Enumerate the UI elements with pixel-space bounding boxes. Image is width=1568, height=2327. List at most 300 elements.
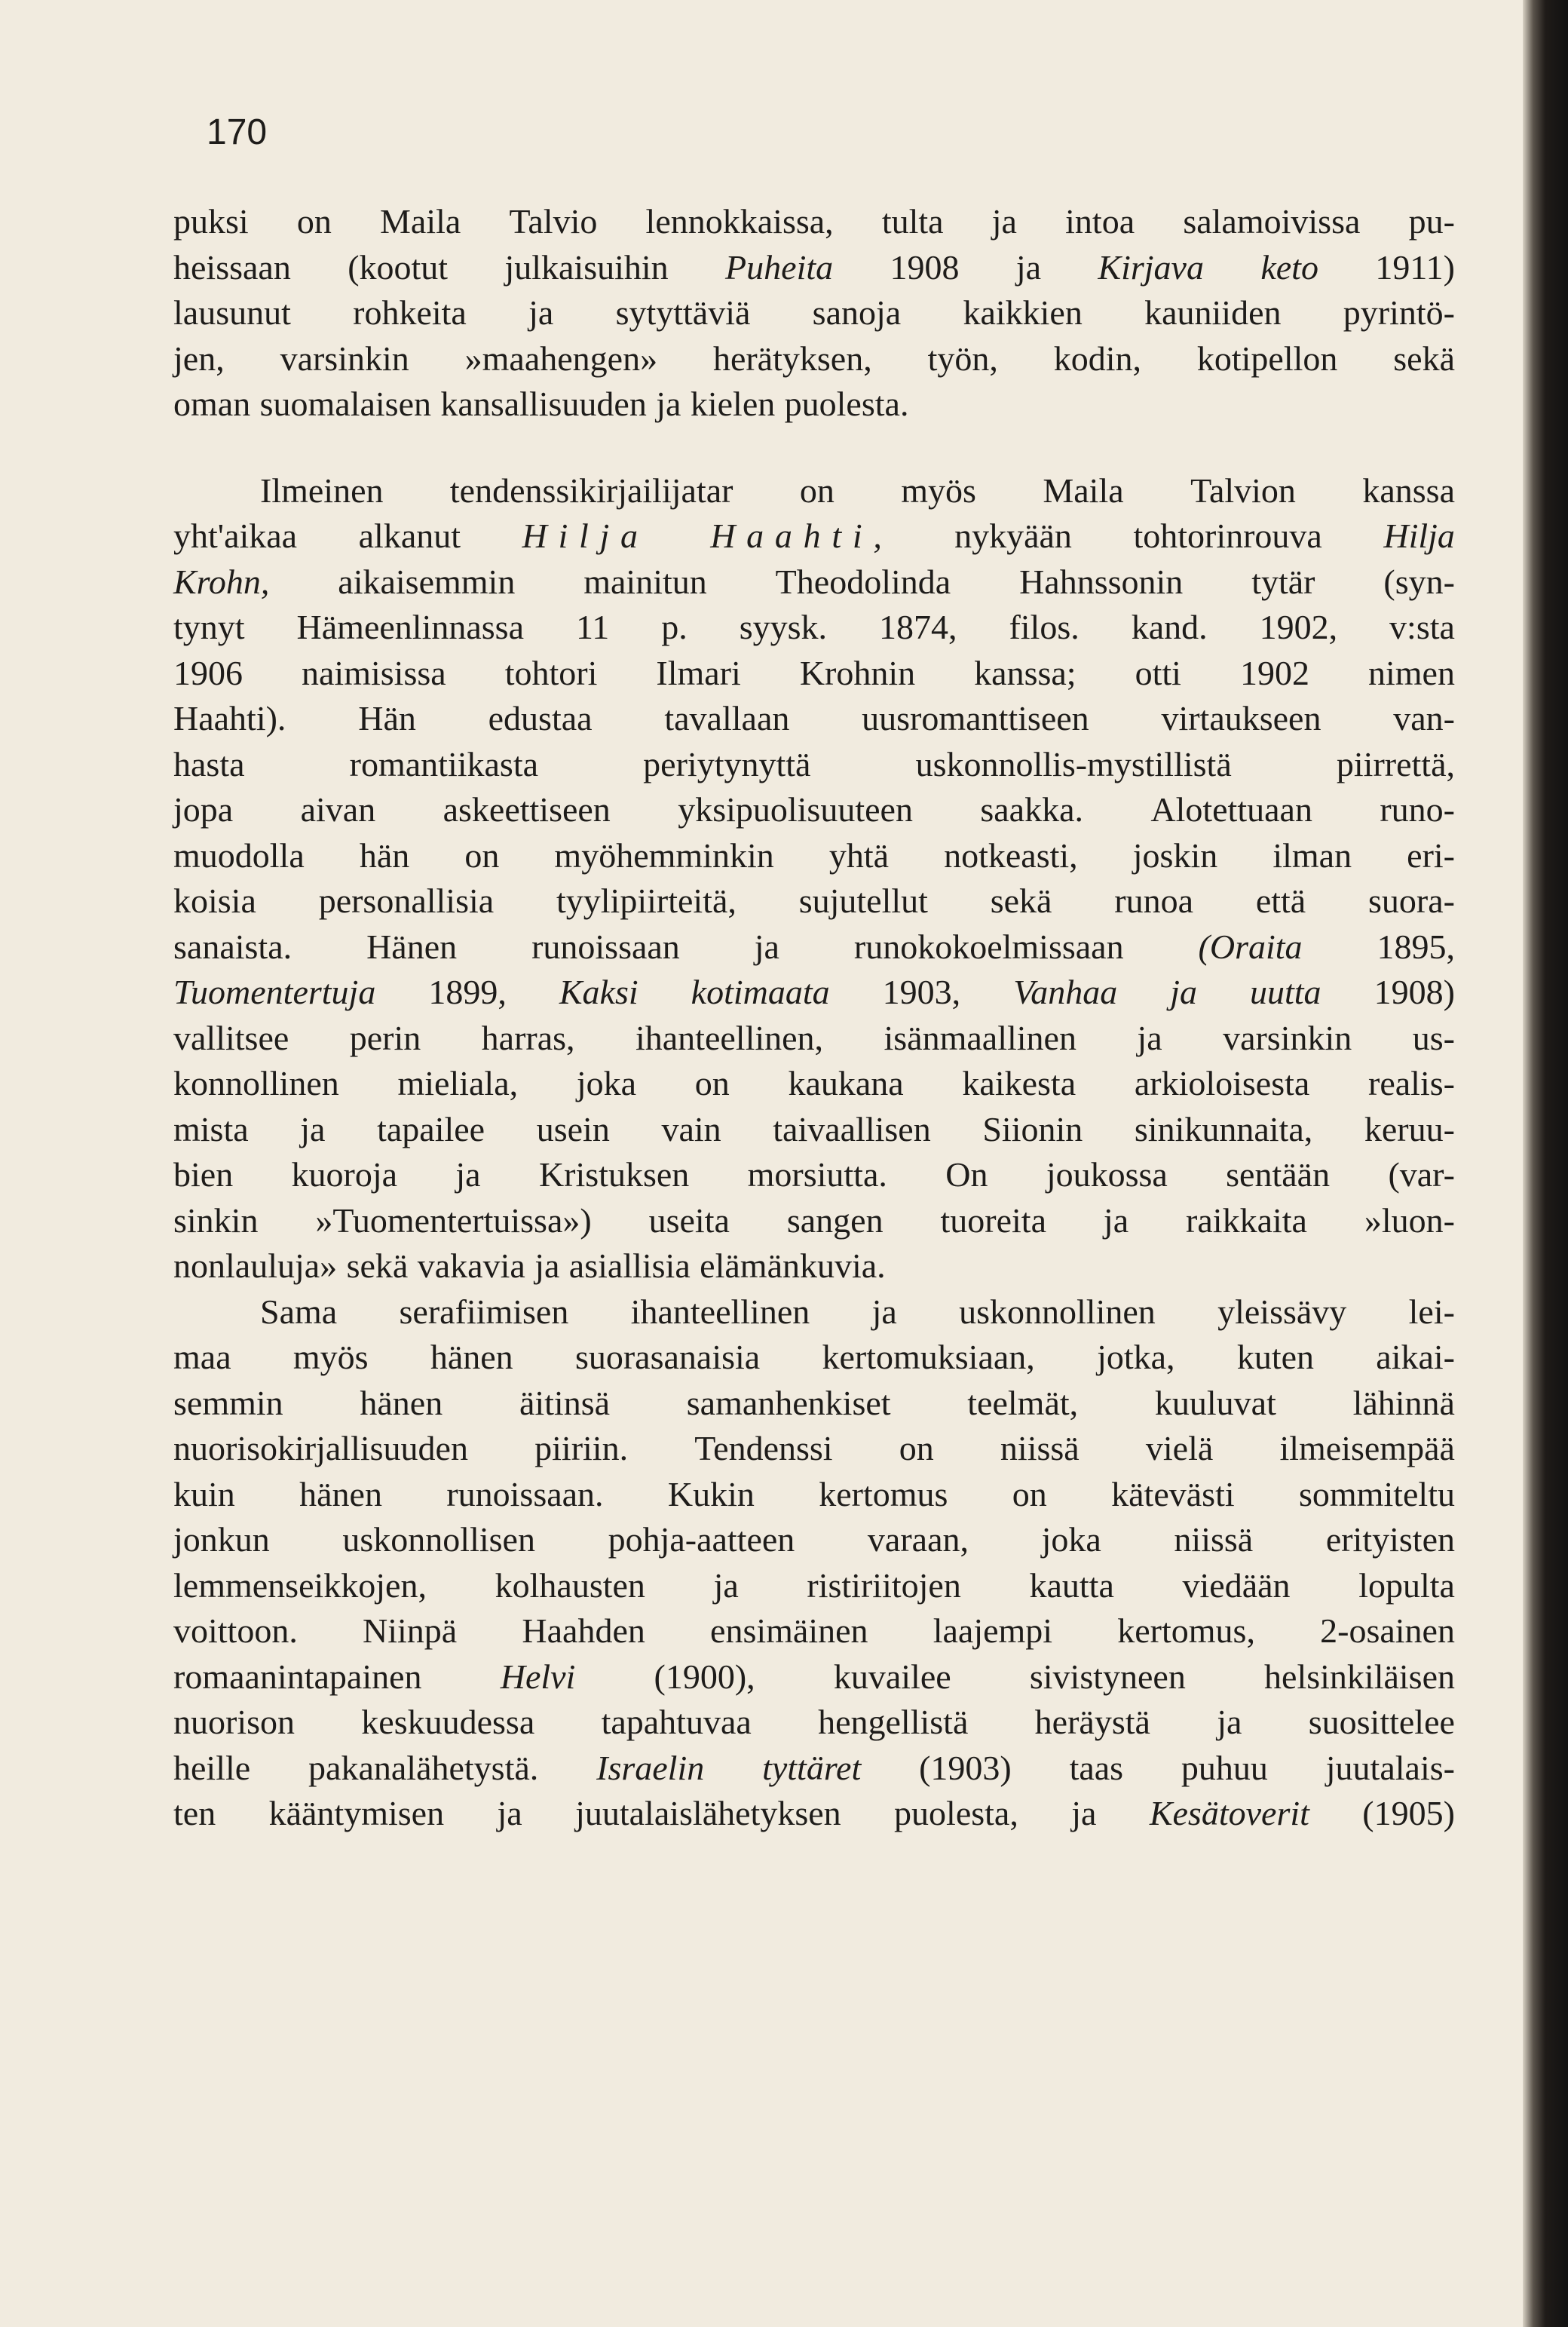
word: tynyt (173, 608, 245, 646)
word: tendenssikirjailijatar (449, 471, 733, 510)
word: Sama (260, 1292, 338, 1331)
text-line (173, 696, 1455, 742)
word: ja (455, 1155, 481, 1194)
word: julkaisuihin (504, 247, 669, 287)
word: ja (534, 1246, 560, 1285)
word: ja (1217, 1703, 1242, 1741)
word: suosittelee (1308, 1703, 1455, 1741)
word: nuorisokirjallisuuden (173, 1429, 468, 1467)
text-line (173, 199, 1455, 245)
word: hän (359, 835, 410, 875)
word: »luon- (1364, 1200, 1455, 1240)
word: Ilmeinen (260, 471, 384, 510)
word: sekä (990, 881, 1052, 920)
word: on (694, 1064, 730, 1102)
word: piiriin. (534, 1429, 629, 1467)
word: sentään (1226, 1155, 1331, 1194)
word: »Tuomentertuissa») (315, 1200, 592, 1240)
word: kielen (690, 385, 776, 423)
word: lei- (1408, 1292, 1455, 1331)
word: tapailee (377, 1109, 485, 1148)
word: hänen (299, 1474, 382, 1513)
word: ristiriitojen (807, 1565, 961, 1605)
word: vielä (1145, 1429, 1214, 1467)
word: kauniiden (1144, 293, 1282, 332)
word: uskonnollisen (342, 1520, 535, 1559)
word: Hämeenlinnassa (296, 608, 524, 646)
text-line (173, 1654, 1455, 1700)
word: juutalais- (1325, 1748, 1455, 1787)
paragraph-gap (173, 428, 1455, 468)
word: notkeasti, (944, 835, 1078, 875)
word: ja (528, 293, 554, 332)
word: Puheita (725, 247, 834, 287)
word: on (899, 1429, 934, 1467)
word: Hänen (366, 927, 458, 966)
word: ja (656, 385, 681, 423)
word: hänen (360, 1383, 443, 1422)
word: nimen (1367, 653, 1455, 692)
text-line (173, 1289, 1455, 1335)
text-line (173, 1198, 1455, 1244)
word: Niinpä (363, 1611, 458, 1650)
text-line (173, 651, 1455, 697)
text-line (173, 1746, 1455, 1792)
word: jonkun (173, 1520, 270, 1559)
word: morsiutta. (747, 1155, 887, 1194)
word: otti (1135, 653, 1181, 692)
word: Kirjava (1098, 247, 1204, 287)
word: tohtorinrouva (1133, 517, 1322, 555)
word: nykyään (954, 517, 1072, 555)
word: Vanhaa (1013, 973, 1118, 1011)
word: aikaisemmin (338, 562, 516, 601)
text-line (173, 924, 1455, 970)
word: tapahtuvaa (601, 1703, 752, 1741)
word: että (1255, 881, 1306, 920)
word: konnollinen (173, 1064, 339, 1102)
word: heille (173, 1748, 251, 1787)
word: Hahnssonin (1019, 562, 1184, 601)
word: runoissaan (531, 927, 680, 966)
word: on (799, 471, 835, 510)
word: pohja-aatteen (608, 1520, 795, 1559)
word: 1902 (1239, 653, 1309, 692)
word: heissaan (173, 247, 291, 287)
word: ja (1071, 1794, 1097, 1832)
word: ilman (1272, 835, 1352, 875)
word: koisia (173, 881, 256, 920)
word: erityisten (1325, 1520, 1455, 1559)
word: intoa (1065, 202, 1135, 241)
word: (kootut (348, 247, 449, 287)
word: puksi (173, 202, 249, 241)
text-line (173, 290, 1455, 336)
word: 1906 (173, 653, 243, 692)
word: sekä (1393, 339, 1455, 378)
word: sujutellut (798, 881, 928, 920)
word: ja (497, 1794, 522, 1832)
word: suora- (1368, 881, 1455, 920)
word: us- (1412, 1018, 1455, 1057)
word: puolesta, (894, 1794, 1018, 1832)
word: kand. (1131, 608, 1208, 646)
word: on (464, 835, 500, 875)
word: heräystä (1034, 1703, 1150, 1741)
word: ja (1137, 1018, 1162, 1057)
word: Haahti). (173, 699, 286, 737)
word: (1903) (919, 1748, 1012, 1787)
word: ten (173, 1794, 216, 1832)
word: mista (173, 1109, 249, 1148)
word: sytyttäviä (615, 293, 751, 332)
word: »maahengen» (464, 339, 658, 378)
text-line (173, 560, 1455, 606)
text-line (173, 1426, 1455, 1472)
word: pu- (1408, 202, 1455, 241)
word: Maila (1043, 471, 1124, 510)
text-line (173, 1791, 1455, 1837)
word: tyylipiirteitä, (556, 881, 737, 920)
text-line (173, 1107, 1455, 1153)
word: 11 (575, 608, 610, 646)
word: Tendenssi (694, 1429, 833, 1467)
word: v:sta (1389, 608, 1455, 646)
word: ja (1170, 973, 1197, 1011)
word: Kesätoverit (1149, 1794, 1309, 1832)
word: Hilja (1383, 517, 1455, 555)
word: Alotettuaan (1150, 790, 1312, 829)
word: tuoreita (940, 1200, 1046, 1240)
word: tulta (881, 202, 944, 241)
word: suorasanaisia (574, 1338, 761, 1376)
word: Theodolinda (775, 562, 951, 601)
word: oman (173, 385, 251, 423)
word: arkioloisesta (1134, 1064, 1310, 1102)
word: ja (754, 927, 779, 966)
word: varsinkin (1223, 1018, 1352, 1057)
word: isänmaallinen (884, 1018, 1076, 1057)
word: kuten (1236, 1338, 1315, 1376)
word: varsinkin (280, 339, 409, 378)
text-line (173, 878, 1455, 924)
word: 1908 (890, 247, 960, 287)
word: kuuluvat (1154, 1383, 1276, 1422)
word: keskuudessa (361, 1703, 535, 1741)
word: ja (300, 1109, 326, 1148)
text-line (173, 1563, 1455, 1609)
word: 1903, (882, 973, 961, 1011)
word: 1899, (428, 973, 507, 1011)
word: salamoivissa (1183, 202, 1361, 241)
word: uutta (1250, 973, 1321, 1011)
word: ja (713, 1565, 739, 1605)
word: kuvailee (833, 1657, 951, 1696)
word: kansallisuuden (440, 385, 647, 423)
word: Hilja (522, 517, 649, 555)
word: realis- (1368, 1064, 1455, 1102)
word: runoissaan. (446, 1474, 604, 1513)
word: elämänkuvia. (700, 1246, 886, 1285)
word: laajempi (933, 1611, 1053, 1650)
word: raikkaita (1186, 1200, 1307, 1240)
word: yht'aikaa (173, 517, 298, 555)
text-line (173, 1061, 1455, 1107)
word: keto (1260, 247, 1318, 287)
word: aivan (300, 790, 376, 829)
word: tohtori (504, 653, 598, 692)
word: asiallisia (568, 1246, 691, 1285)
text-line (173, 970, 1455, 1016)
word: Siionin (982, 1109, 1083, 1148)
word: Maila (380, 202, 461, 241)
word: (syn- (1383, 562, 1455, 601)
word: naimisissa (302, 653, 446, 692)
word: Krohnin (799, 653, 916, 692)
word: myöhemminkin (554, 835, 774, 875)
word: 1902, (1259, 608, 1338, 646)
word: Haahti, (710, 517, 893, 555)
word: teelmät, (967, 1383, 1079, 1422)
word: vallitsee (173, 1018, 289, 1057)
text-line (173, 787, 1455, 833)
word: vain (661, 1109, 721, 1148)
text-line (173, 1517, 1455, 1563)
word: uusromanttiseen (862, 699, 1089, 737)
word: jopa (173, 790, 234, 829)
text-line (173, 382, 1455, 428)
word: kanssa; (974, 653, 1076, 692)
text-line (173, 605, 1455, 651)
word: saakka. (980, 790, 1083, 829)
word: yleissävy (1217, 1292, 1347, 1331)
word: myös (901, 471, 976, 510)
word: vakavia (417, 1246, 525, 1285)
word: filos. (1009, 608, 1080, 646)
word: jotka, (1097, 1338, 1175, 1376)
text-line (173, 336, 1455, 382)
word: lemmenseikkojen, (173, 1565, 427, 1605)
word: kaikkien (963, 293, 1083, 332)
text-line (173, 1152, 1455, 1198)
word: kaikesta (962, 1064, 1076, 1102)
word: 1911) (1375, 247, 1455, 287)
word: mieliala, (397, 1064, 519, 1102)
word: on (296, 202, 332, 241)
word: kodin, (1053, 339, 1141, 378)
word: puhuu (1181, 1748, 1268, 1787)
word: lopulta (1358, 1565, 1455, 1605)
body-text (173, 199, 1455, 1837)
text-line (173, 514, 1455, 560)
word: maa (173, 1338, 231, 1376)
word: Krohn, (173, 562, 270, 601)
word: lähinnä (1352, 1383, 1455, 1422)
word: van- (1393, 699, 1455, 737)
word: (1900), (654, 1657, 755, 1696)
word: Talvio (509, 202, 598, 241)
word: harras, (481, 1018, 575, 1057)
word: kertomus (819, 1474, 948, 1513)
word: työn, (927, 339, 998, 378)
word: joka (1041, 1520, 1101, 1559)
word: On (945, 1155, 988, 1194)
text-line (173, 833, 1455, 879)
word: ihanteellinen (630, 1292, 810, 1331)
word: kotipellon (1196, 339, 1338, 378)
word: alkanut (358, 517, 461, 555)
word: sommiteltu (1298, 1474, 1455, 1513)
word: sekä (346, 1246, 409, 1285)
word: runokokoelmissaan (853, 927, 1124, 966)
word: kolhausten (495, 1565, 645, 1605)
word: 1895, (1377, 927, 1455, 966)
word: sinkin (173, 1200, 259, 1240)
word: kaukana (788, 1064, 904, 1102)
page-number: 170 (207, 112, 268, 152)
text-line (173, 1335, 1455, 1381)
word: ilmeisempää (1279, 1429, 1455, 1467)
word: Hän (358, 699, 416, 737)
word: ja (991, 202, 1017, 241)
word: nuorison (173, 1703, 295, 1741)
word: semmin (173, 1383, 283, 1422)
word: perin (349, 1018, 421, 1057)
word: myös (292, 1338, 369, 1376)
word: pyrintö- (1343, 293, 1455, 332)
text-line (173, 1472, 1455, 1518)
word: sangen (786, 1200, 884, 1240)
word: usein (536, 1109, 610, 1148)
word: romantiikasta (349, 744, 539, 783)
word: Kristuksen (538, 1155, 690, 1194)
text-line (173, 1381, 1455, 1427)
word: herätyksen, (712, 339, 872, 378)
word: runoa (1114, 881, 1194, 920)
text-line (173, 1608, 1455, 1654)
word: juutalaislähetyksen (575, 1794, 841, 1832)
word: jen, (173, 339, 225, 378)
word: useita (648, 1200, 730, 1240)
word: joskin (1132, 835, 1218, 875)
word: kätevästi (1111, 1474, 1235, 1513)
word: muodolla (173, 835, 305, 875)
word: sinikunnaita, (1134, 1109, 1313, 1148)
word: Haahden (522, 1611, 645, 1650)
word: pakanalähetystä. (308, 1748, 539, 1787)
word: kuin (173, 1474, 235, 1513)
word: ihanteellinen, (635, 1018, 824, 1057)
word: niissä (1000, 1429, 1080, 1467)
word: runo- (1380, 790, 1455, 829)
word: Helvi (500, 1657, 576, 1696)
word: (1905) (1362, 1794, 1455, 1832)
word: aikai- (1376, 1338, 1455, 1376)
word: Talvion (1190, 471, 1296, 510)
word: kertomuksiaan, (822, 1338, 1035, 1376)
word: hasta (173, 744, 245, 783)
text-line (173, 468, 1455, 514)
word: hänen (430, 1338, 513, 1376)
text-line (173, 1243, 1455, 1289)
word: kanssa (1362, 471, 1455, 510)
text-line (173, 742, 1455, 788)
word: ja (1015, 247, 1042, 287)
word: yksipuolisuuteen (678, 790, 913, 829)
word: lausunut (173, 293, 291, 332)
word: p. (661, 608, 688, 646)
word: niissä (1174, 1520, 1254, 1559)
word: äitinsä (519, 1383, 611, 1422)
text-line (173, 245, 1455, 291)
word: sanaista. (173, 927, 292, 966)
page-edge-shadow (1523, 0, 1568, 2327)
word: ja (1103, 1200, 1129, 1240)
word: helsinkiläisen (1264, 1657, 1455, 1696)
word: romaanintapainen (173, 1657, 422, 1696)
word: kertomus, (1117, 1611, 1255, 1650)
word: tyttäret (762, 1748, 862, 1787)
word: uskonnollis-mystillistä (915, 744, 1232, 783)
word: taivaallisen (773, 1109, 931, 1148)
word: on (1012, 1474, 1047, 1513)
word: (Oraita (1198, 927, 1303, 966)
word: joukossa (1046, 1155, 1168, 1194)
word: joka (576, 1064, 637, 1102)
word: virtaukseen (1161, 699, 1321, 737)
word: tytär (1251, 562, 1315, 601)
word: kuoroja (291, 1155, 398, 1194)
word: keruu- (1364, 1109, 1455, 1148)
word: Israelin (596, 1748, 705, 1787)
word: taas (1069, 1748, 1124, 1787)
word: voittoon. (173, 1611, 298, 1650)
text-line (173, 1700, 1455, 1746)
word: hengellistä (818, 1703, 969, 1741)
word: sanoja (812, 293, 902, 332)
word: viedään (1182, 1565, 1291, 1605)
word: 1874, (878, 608, 957, 646)
word: personallisia (318, 881, 495, 920)
word: askeettiseen (443, 790, 611, 829)
word: serafiimisen (399, 1292, 569, 1331)
word: 2-osainen (1320, 1611, 1455, 1650)
word: kautta (1029, 1565, 1114, 1605)
word: periytynyttä (643, 744, 811, 783)
word: tavallaan (664, 699, 790, 737)
word: kotimaata (691, 973, 830, 1011)
word: suomalaisen (259, 385, 432, 423)
word: yhtä (828, 835, 890, 875)
word: Tuomentertuja (173, 973, 376, 1011)
word: piirrettä, (1336, 744, 1455, 783)
word: kääntymisen (268, 1794, 445, 1832)
word: ja (871, 1292, 897, 1331)
word: Kukin (667, 1474, 755, 1513)
word: rohkeita (353, 293, 467, 332)
word: nonlauluja» (173, 1246, 338, 1285)
word: samanhenkiset (686, 1383, 891, 1422)
word: varaan, (867, 1520, 969, 1559)
word: Kaksi (559, 973, 639, 1011)
word: 1908) (1374, 973, 1455, 1011)
word: mainitun (583, 562, 707, 601)
word: puolesta. (784, 385, 909, 423)
word: Ilmari (656, 653, 741, 692)
word: (var- (1388, 1155, 1455, 1194)
word: uskonnollinen (959, 1292, 1156, 1331)
word: eri- (1407, 835, 1455, 875)
